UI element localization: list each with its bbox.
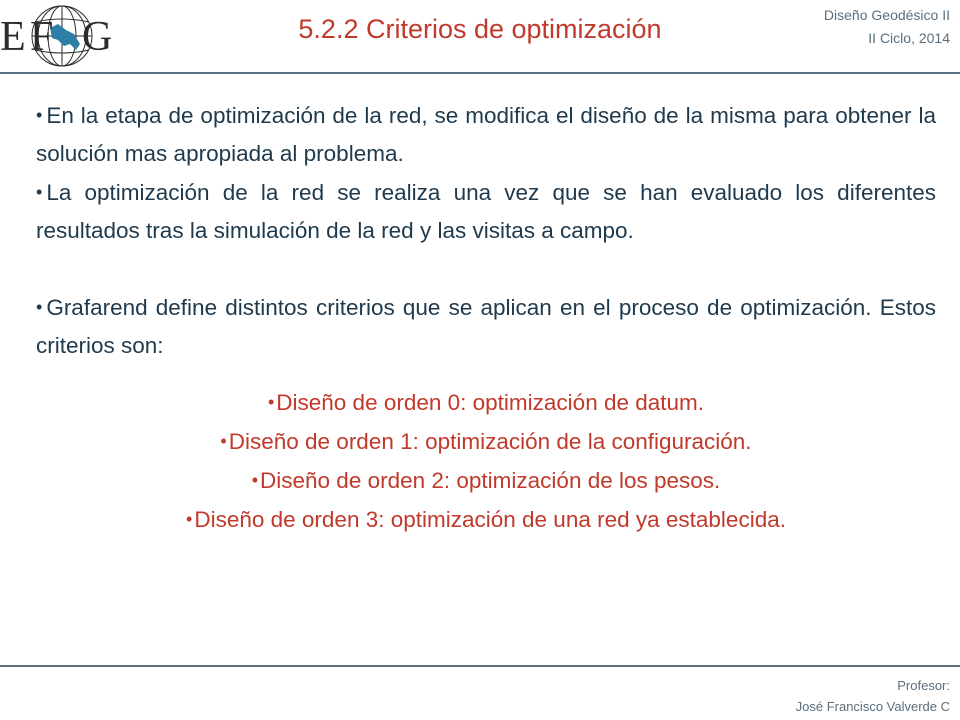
criteria-list: [36, 383, 936, 539]
bullet-text: La optimización de la red se realiza una vez que se han evaluado los diferentes resultados tras la simulación de la red y las visitas a campo.: [36, 180, 936, 243]
paragraph-spacer: [36, 250, 936, 288]
bullet-icon: •: [186, 509, 193, 529]
footer-divider: [0, 665, 960, 667]
slide-content: [36, 96, 936, 539]
bullet-icon: •: [267, 392, 275, 412]
professor-name: José Francisco Valverde C: [795, 699, 950, 714]
criteria-text: Diseño de orden 3: optimización de una red ya establecida.: [194, 507, 786, 532]
bullet-icon: •: [36, 105, 43, 125]
logo-letter-g: G: [82, 14, 113, 60]
criteria-text: Diseño de orden 2: optimización de los pesos.: [260, 468, 721, 493]
logo-letter-f: F: [30, 14, 54, 60]
logo-letter-e: E: [0, 14, 26, 60]
criteria-text: Diseño de orden 1: optimización de la configuración.: [228, 429, 752, 454]
header-divider: [0, 72, 960, 74]
criteria-item: [36, 383, 936, 422]
criteria-text: Diseño de orden 0: optimización de datum.: [276, 390, 705, 415]
course-name: Diseño Geodésico II: [823, 7, 950, 23]
bullet-icon: •: [36, 182, 43, 202]
course-info: [824, 4, 950, 50]
bullet-text: Grafarend define distintos criterios que se aplican en el proceso de optimización. Estos criterios son:: [36, 295, 936, 358]
criteria-item: [36, 500, 936, 539]
slide-title: 5.2.2 Criterios de optimización: [298, 14, 662, 44]
criteria-item: [36, 461, 936, 500]
efg-logo: [0, 0, 118, 72]
course-term: II Ciclo, 2014: [868, 30, 950, 46]
bullet-paragraph: [36, 173, 936, 250]
bullet-paragraph: [36, 96, 936, 173]
footer-info: [796, 675, 950, 717]
globe-logo-icon: [0, 0, 118, 72]
bullet-icon: •: [36, 297, 43, 317]
criteria-item: [36, 422, 936, 461]
bullet-text: En la etapa de optimización de la red, se modifica el diseño de la misma para obtener la solución mas apropiada al problema.: [36, 103, 936, 166]
bullet-icon: •: [251, 470, 259, 490]
bullet-icon: •: [220, 431, 227, 451]
bullet-paragraph: [36, 288, 936, 365]
professor-label: Profesor:: [897, 678, 950, 693]
